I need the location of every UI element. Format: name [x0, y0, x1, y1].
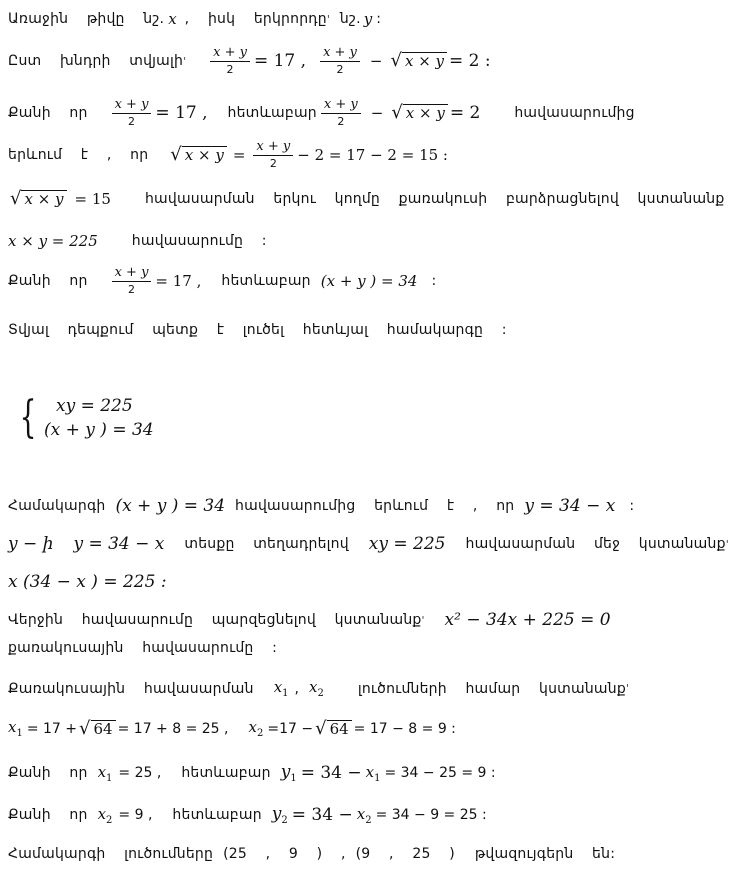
text: Քանի որ [8, 105, 88, 121]
text: Քանի որ [8, 765, 88, 781]
line-14 [8, 678, 629, 699]
tick-mark: ' [183, 54, 187, 68]
text: թվազույգերն են: [474, 846, 616, 862]
square-root: √ x × y [391, 104, 448, 122]
system-row: (x + y ) = 34 [44, 420, 154, 440]
line-10 [8, 534, 729, 554]
equals: = [232, 146, 246, 164]
line-8 [8, 322, 507, 338]
equation: = 15 [74, 190, 111, 208]
equation: = 9 , [118, 807, 153, 823]
line-12 [8, 610, 611, 630]
line-13 [8, 640, 277, 656]
equation: − 2 = 17 − 2 = 15 : [297, 146, 448, 164]
text: Համակարգի [8, 498, 106, 514]
equation: = 2 [449, 103, 481, 123]
text: հավասարման երկու կողմը քառակուսի բարձրացնելով կստանանք [144, 191, 725, 207]
minus: − [370, 104, 384, 122]
var-x1: $x_1$ [365, 762, 381, 784]
var-x1: $x_1$ [273, 678, 289, 699]
var-x2: $x_2$ [356, 804, 372, 826]
equation: x × y = 225 [8, 232, 98, 250]
line-9 [8, 496, 634, 516]
text: հետևաբար [181, 765, 271, 781]
equation: = 17 , [155, 103, 208, 123]
line-16 [8, 762, 496, 784]
var-x2: $x_2$ [308, 678, 324, 699]
system-row: xy = 225 [56, 396, 133, 416]
brace: { [19, 392, 37, 443]
text: հավասարումը : [131, 233, 267, 249]
text: Առաջին թիվը նշ. [8, 11, 165, 27]
equation-system [14, 394, 154, 442]
text: Վերջին հավասարումը պարզեցնելով կստանանք [8, 612, 422, 628]
equation: x (34 − x ) = 225 : [8, 572, 167, 592]
square-root: √ x × y [170, 146, 227, 164]
text: հետևաբար [227, 105, 317, 121]
text: : [629, 498, 635, 514]
var-y2: $y_2$ [271, 804, 288, 826]
equation: = 34 − [300, 763, 362, 783]
tick-mark: ' [421, 613, 425, 627]
fraction: $\frac{x + y}{2}$ [210, 44, 250, 78]
var-x2: $x_2$ [248, 718, 264, 739]
text: : [376, 11, 381, 27]
fraction: $\frac{x + y}{2}$ [112, 264, 152, 298]
fraction: $\frac{x + y}{2}$ [253, 138, 293, 172]
minus: − [369, 52, 383, 70]
comma: , [294, 680, 299, 697]
var-x1: $x_1$ [8, 718, 23, 739]
text: Քանի որ [8, 273, 88, 289]
solution-pair: (9 , 25 ) [355, 846, 455, 862]
text: քառակուսային հավասարումը : [8, 640, 278, 656]
var-x2: $x_2$ [97, 804, 113, 826]
var-x1: $x_1$ [97, 762, 113, 784]
line-2 [8, 44, 491, 78]
equation: = 34 − 9 = 25 : [375, 807, 487, 823]
equation: = 34 − [291, 805, 353, 825]
line-3 [8, 96, 635, 130]
var-y1: $y_1$ [280, 762, 297, 784]
line-4 [8, 138, 448, 172]
equation: = 34 − 25 = 9 : [384, 765, 496, 781]
text: լուծումների համար կստանանք [357, 680, 626, 697]
text: հավասարման մեջ կստանանք [465, 536, 726, 552]
text: հավասարումից [514, 105, 635, 121]
text: Քանի որ [8, 807, 88, 823]
text: հավասարումից երևում է , որ [235, 498, 515, 514]
equation: = 25 , [118, 765, 162, 781]
tick-mark: ' [326, 12, 330, 26]
text: : [431, 273, 437, 289]
equation: y = 34 − x [73, 534, 165, 554]
equation: =17 − [267, 720, 314, 737]
line-7 [8, 264, 436, 298]
square-root: √ x × y [10, 190, 67, 208]
text: Ըստ խնդրի տվյալի [8, 53, 184, 69]
equation: = 2 : [449, 51, 491, 71]
equation: (x + y ) = 34 [115, 496, 226, 516]
line-17 [8, 804, 487, 826]
line-6 [8, 232, 267, 250]
square-root: √ 64 [315, 720, 352, 738]
text: Համակարգի լուծումները [8, 846, 214, 862]
equation: y − ի [8, 534, 54, 554]
solution-pair: (25 , 9 ) , [223, 846, 346, 862]
text: Քառակուսային հավասարման [8, 680, 254, 697]
equation: x² − 34x + 225 = 0 [444, 610, 611, 630]
text: Տվյալ դեպքում պետք է լուծել հետևյալ համակարգը : [8, 322, 507, 338]
equation: y = 34 − x [524, 496, 616, 516]
line-18 [8, 846, 615, 862]
equation: = 17 , [155, 272, 202, 290]
line-5 [8, 190, 724, 208]
fraction: $\frac{x + y}{2}$ [320, 44, 360, 78]
fraction: $\frac{x + y}{2}$ [321, 96, 361, 130]
line-11 [8, 572, 167, 592]
equation: xy = 225 [368, 534, 446, 554]
equation: = 17 , [253, 51, 307, 71]
text: նշ. [339, 11, 361, 27]
text: տեսքը տեղադրելով [184, 536, 349, 552]
tick-mark: ' [625, 682, 629, 695]
square-root: √ 64 [79, 720, 116, 738]
var-y: y [363, 10, 373, 28]
text: հետևաբար [172, 807, 262, 823]
text: երևում է , որ [8, 147, 149, 163]
text: հետևաբար [221, 273, 311, 289]
text: , իսկ երկրորդը [184, 11, 327, 27]
equation: = 17 + [26, 720, 78, 737]
line-1 [8, 10, 381, 28]
equation: = 17 − 8 = 9 : [353, 720, 456, 737]
line-15 [8, 718, 456, 739]
equation: (x + y ) = 34 [320, 272, 418, 290]
square-root: √ x × y [390, 52, 447, 70]
fraction: $\frac{x + y}{2}$ [112, 96, 152, 130]
var-x: x [168, 10, 177, 28]
equation: = 17 + 8 = 25 , [117, 720, 229, 737]
tick-mark: ' [725, 537, 729, 551]
